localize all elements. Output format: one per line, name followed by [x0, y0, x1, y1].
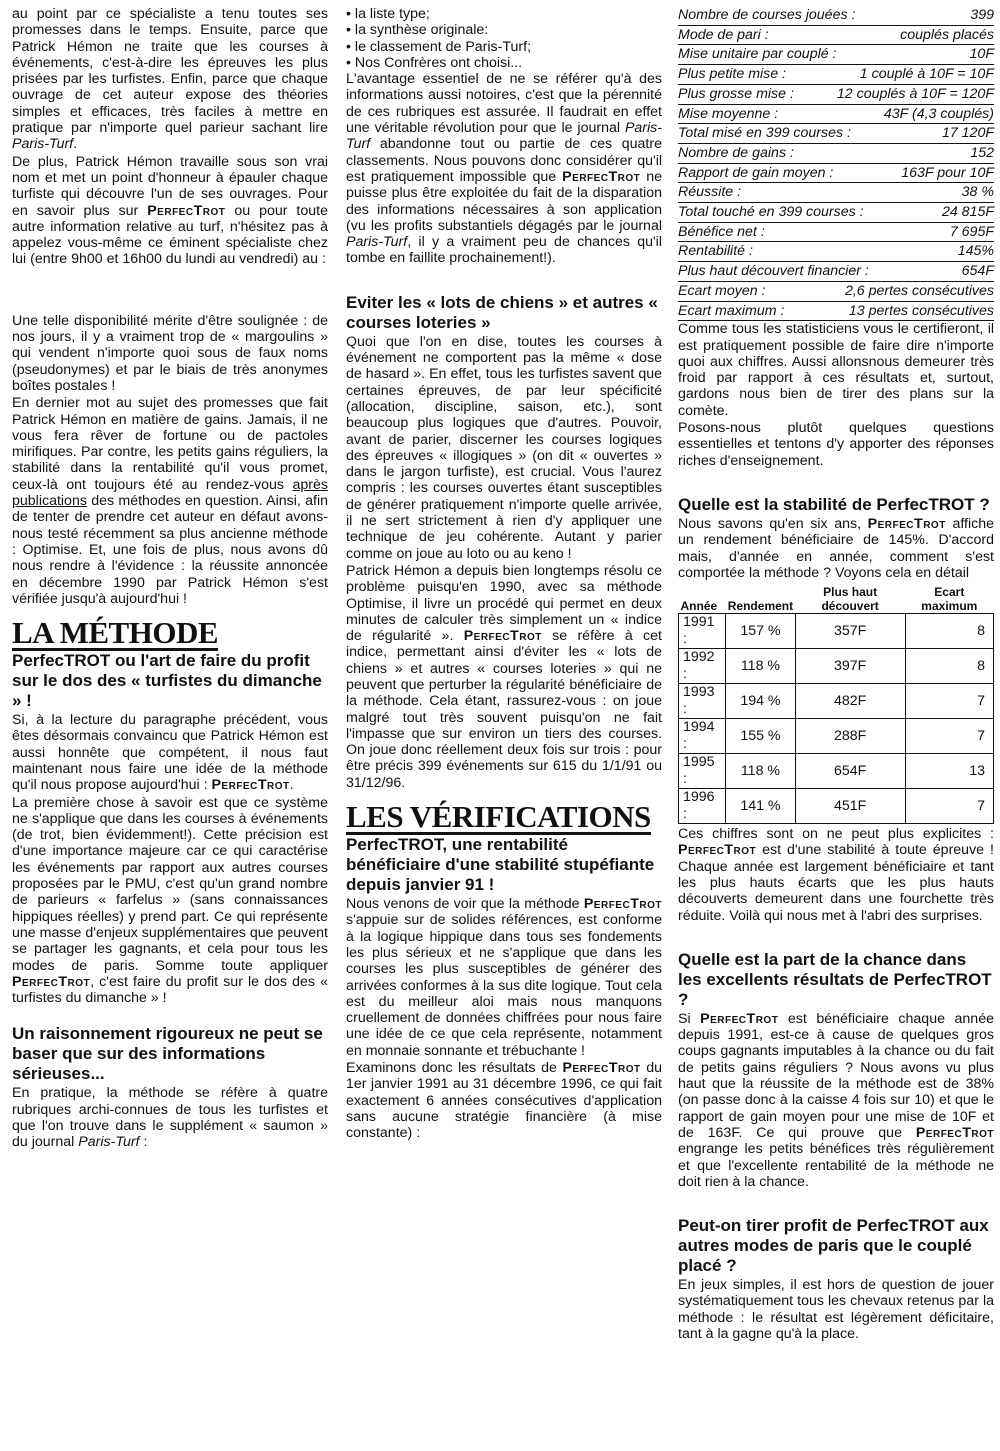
text: engrange les petits bénéfices très régulièrement et que l'excellente rentabilité de la méthode ne doit rien à la chance. — [678, 1141, 994, 1190]
table-cell: 397F — [795, 649, 905, 684]
brand-name: PerfecTrot — [463, 628, 542, 645]
brand-name: PerfecTrot — [678, 842, 757, 859]
stat-label: Total misé en 399 courses : — [678, 125, 851, 142]
newspaper-name: Paris-Turf — [12, 136, 74, 153]
paragraph: Une telle disponibilité mérite d'être soulignée : de nos jours, il y a vraiment trop de « margoulins » qui vendent n'importe quoi sous de faux noms (pseudonymes) et par le biais de très anonymes boîtes postales ! — [12, 312, 328, 394]
stat-label: Ecart moyen : — [678, 282, 766, 299]
table-row — [679, 684, 994, 719]
newspaper-name: Paris-Turf — [346, 120, 662, 153]
list-item: • la synthèse originale: — [346, 22, 662, 38]
stat-value: 2,6 pertes consécutives — [844, 282, 994, 299]
stat-label: Mise unitaire par couplé : — [678, 46, 837, 63]
text: au point par ce spécialiste a tenu toutes ses promesses dans le temps. Ensuite, parce que Patrick Hémon ne traite que les courses à événements, c'est-à-dire les épreuves les plus prisées par les turfistes. Enfin, parce que chaque ouvrage de cet auteur expose des théories simples et efficaces, très faciles à mettre en pratique par n'importe quel parieur sachant lire — [12, 6, 328, 137]
table-cell: 7 — [905, 789, 993, 824]
paragraph — [12, 712, 328, 793]
column-2 — [346, 6, 662, 1142]
stat-row — [678, 124, 994, 144]
stat-value: 1 couplé à 10F = 10F — [859, 66, 994, 83]
text: , c'est faire du profit sur le dos des « turfistes du dimanche » ! — [12, 973, 328, 1007]
brand-name: PerfecTrot — [562, 1060, 641, 1077]
stat-label: Plus petite mise : — [678, 66, 787, 83]
text: ou pour toute autre information relative au turf, n'hésitez pas à appelez vous-même ce éminent spécialiste chez lui (entre 9h00 et 16h00 du lundi au vendredi) au : — [12, 202, 328, 268]
text: En pratique, la méthode se réfère à quatre rubriques archi-connues de tous les turfistes et que l'on trouve dans le supplément « saumon » du journal — [12, 1085, 328, 1151]
stat-row — [678, 65, 994, 85]
stat-label: Bénéfice net : — [678, 223, 765, 240]
section-heading: Peut-on tirer profit de PerfecTROT aux autres modes de paris que le couplé placé ? — [678, 1216, 989, 1276]
column-header: Rendement — [727, 599, 794, 614]
stat-value: 654F — [961, 263, 994, 280]
text: des méthodes en question. Ainsi, afin de tenter de prendre cet auteur en défaut avons-nous testé récemment sa plus ancienne méthode : Optimise. Et, une fois de plus, nous avons dû nous rendre à l'évidence : la réussite annoncée en décembre 1990 par Patrick Hémon s'est vérifiée jusqu'à aujourd'hui ! — [12, 493, 328, 607]
stat-label: Plus haut découvert financier : — [678, 263, 869, 280]
table-row — [679, 789, 994, 824]
stat-row — [678, 85, 994, 105]
table-cell: 288F — [795, 719, 905, 754]
table-cell: 118 % — [726, 649, 795, 684]
text: Si — [678, 1010, 691, 1027]
text: s'appuie sur de solides références, est conforme à la logique hippique dans tous ses fondements les plus sérieux et ne s'applique que dans les courses les plus susceptibles de générer des arrivées conformes à la sus dite logique. Tout cela est du meilleur aloi mais nous manquons cruellement de données chiffrées pour nous faire une idée de ce que cela représente, notamment en monnaie sonnante et trébuchante ! — [346, 912, 662, 1059]
table-cell: 1993 : — [679, 684, 726, 719]
table-cell: 141 % — [726, 789, 795, 824]
stat-label: Plus grosse mise : — [678, 85, 794, 102]
table-cell: 482F — [795, 684, 905, 719]
stat-label: Mode de pari : — [678, 26, 769, 43]
column-1 — [12, 6, 328, 1151]
newspaper-name: Paris-Turf — [78, 1134, 140, 1151]
section-title: LES VÉRIFICATIONS — [346, 799, 651, 835]
table-cell: 8 — [905, 614, 993, 649]
table-cell: 451F — [795, 789, 905, 824]
text: abandonne tout ou partie de ces quatre classements. Nous pouvons donc considérer qu'il est pratiquement impossible que — [346, 136, 662, 185]
table-cell: 357F — [795, 614, 905, 649]
spacer — [678, 924, 994, 950]
spacer — [678, 1190, 994, 1216]
paragraph: Quoi que l'on en dise, toutes les courses à événement ne comportent pas la même « dose de hasard ». En effet, tous les turfistes savent que certaines épreuves, de par leur spécificité (allocation, discipline, saison, etc.), sont beaucoup plus logiques que d'autres. Pouvoir, avant de parier, discerner les courses logiques des épreuves « illogiques » (on dit « ouvertes » dans le jargon turfiste), est crucial. Vous l'aurez compris : les courses ouvertes étant susceptibles de générer pratiquement n'importe quelle arrivée, il ne sert strictement à rien d'y appliquer une technique de jeu cohérente. Autant y parier comme on joue au loto ou au keno ! — [346, 333, 662, 562]
spacer — [346, 267, 662, 293]
stat-row — [678, 282, 994, 302]
stats-box — [678, 6, 994, 321]
stat-row — [678, 262, 994, 282]
stat-row — [678, 302, 994, 322]
paragraph — [12, 395, 328, 607]
underlined-text: après publications — [12, 476, 328, 510]
section-subtitle: PerfecTROT ou l'art de faire du profit sur le dos des « turfistes du dimanche » ! — [12, 651, 322, 711]
paragraph — [346, 896, 662, 1059]
bullet-list — [346, 6, 662, 71]
paragraph — [678, 826, 994, 924]
paragraph: En jeux simples, il est hors de question de jouer systématiquement tous les chevaux retenus par la méthode : le résultat est légèrement déficitaire, tant à la gagne qu'à la place. — [678, 1277, 994, 1343]
section-heading: Un raisonnement rigoureux ne peut se baser que sur des informations sérieuses... — [12, 1024, 323, 1084]
section-heading: Eviter les « lots de chiens » et autres « courses loteries » — [346, 292, 658, 332]
table-cell: 654F — [795, 754, 905, 789]
stat-row — [678, 183, 994, 203]
column-3 — [678, 6, 994, 1342]
stat-value: 152 — [970, 144, 994, 161]
table-cell: 155 % — [726, 719, 795, 754]
brand-name: PerfecTrot — [12, 973, 91, 990]
spacer — [678, 469, 994, 495]
paragraph — [678, 1011, 994, 1190]
stat-row — [678, 242, 994, 262]
stat-value: 24 815F — [941, 204, 994, 221]
list-item: • Nos Confrères ont choisi... — [346, 55, 662, 71]
column-header: Plus haut découvert — [821, 585, 879, 614]
stat-label: Rentabilité : — [678, 243, 753, 260]
table-row — [679, 649, 994, 684]
stat-row — [678, 105, 994, 125]
stat-value: 10F — [969, 46, 994, 63]
paragraph — [346, 71, 662, 267]
table-cell: 1991 : — [679, 614, 726, 649]
table-cell: 7 — [905, 719, 993, 754]
paragraph: Posons-nous plutôt quelques questions essentielles et tentons d'y apporter des réponses riches d'enseignement. — [678, 420, 994, 469]
paragraph — [12, 6, 328, 153]
newspaper-name: Paris-Turf — [346, 234, 408, 251]
text: En dernier mot au sujet des promesses que fait Patrick Hémon en matière de gains. Jamais, il ne vous fera rêver de fortune ou de pactoles mirifiques. Par contre, les petits gains réguliers, la stabilité dans la rentabilité qu'il vous promet, ceux-là ont toujours été au rendez-vous — [12, 395, 328, 493]
text: se réfère à cet indice, permettant ainsi d'éviter les « lots de chiens » et autres « courses loteries » qui ne peuvent que perturber la régularité bénéficiaire de la méthode. Cela étant, rassurez-vous : on joue malgré tout très souvent puisqu'on ne fait l'impasse que sur environ un tiers des courses. On joue donc réellement deux fois sur trois : pour être précis 399 événements sur 615 du 1/1/91 ou 31/12/96. — [346, 628, 662, 791]
column-header: Ecart maximum — [921, 585, 978, 614]
table-row — [679, 614, 994, 649]
phone-gap — [12, 268, 328, 313]
list-item: • le classement de Paris-Turf; — [346, 39, 662, 55]
table-cell: 194 % — [726, 684, 795, 719]
text: Nous savons qu'en six ans, — [678, 515, 862, 532]
stat-value: 163F pour 10F — [901, 164, 994, 181]
table-cell: 1994 : — [679, 719, 726, 754]
stat-label: Ecart maximum : — [678, 302, 785, 319]
paragraph: Comme tous les statisticiens vous le certifieront, il est pratiquement possible de faire dire n'importe quoi aux chiffres. Aussi allonsnous demeurer très froid par rapport à ces résultats et, surtout, gardons nous bien de tirer des plans sur la comète. — [678, 321, 994, 419]
table-cell: 1996 : — [679, 789, 726, 824]
table-cell: 1992 : — [679, 649, 726, 684]
table-header-row — [679, 585, 994, 614]
brand-name: PerfecTrot — [147, 202, 226, 219]
paragraph — [12, 1085, 328, 1150]
brand-name: PerfecTrot — [915, 1124, 994, 1141]
text: Patrick Hémon a depuis bien longtemps résolu ce problème puisqu'en 1990, avec sa méthode Optimise, il livre un procédé qui permet en deux minutes de calculer très simplement un « indice de régularité ». — [346, 562, 662, 645]
column-header: Année — [680, 599, 718, 614]
text: Nous venons de voir que la méthode — [346, 896, 580, 913]
stat-row — [678, 144, 994, 164]
stat-row — [678, 164, 994, 184]
text: , il y a vraiment peu de chances qu'il tombe en faillite prochainement!). — [346, 234, 662, 267]
spacer — [12, 1006, 328, 1024]
paragraph — [346, 1060, 662, 1141]
brand-name: PerfecTrot — [211, 777, 290, 794]
text: . — [289, 777, 294, 794]
stat-label: Nombre de courses jouées : — [678, 7, 856, 23]
text: Si, à la lecture du paragraphe précédent, vous êtes désormais convaincu que Patrick Hémon est aussi honnête que compétent, il nous faut maintenant nous faire une idée de la méthode qu'il nous propose aujourd'hui : — [12, 712, 328, 794]
stat-row — [678, 6, 994, 26]
stat-row — [678, 203, 994, 223]
paragraph — [12, 795, 328, 1007]
stat-value: 12 couplés à 10F = 120F — [836, 85, 994, 102]
stat-label: Rapport de gain moyen : — [678, 164, 834, 181]
table-cell: 8 — [905, 649, 993, 684]
text: Examinons donc les résultats de — [346, 1060, 557, 1077]
text: est d'une stabilité à toute épreuve ! Chaque année est largement bénéficiaire et tant les plus hauts écarts que les plus hauts découverts demeurent dans une fourchette très réduite. Voilà qui nous met à l'abri des surprises. — [678, 842, 994, 924]
text: Ces chiffres sont on ne peut plus explicites : — [678, 826, 994, 843]
stat-row — [678, 45, 994, 65]
stat-row — [678, 223, 994, 243]
list-item: • la liste type; — [346, 6, 662, 22]
stat-value: 43F (4,3 couplés) — [883, 105, 994, 122]
stat-label: Total touché en 399 courses : — [678, 204, 864, 221]
text: affiche un rendement bénéficiaire de 145%. D'accord mais, d'année en année, comment s'est comportée la méthode ? Voyons cela en détail — [678, 515, 994, 581]
brand-name: PerfecTrot — [700, 1010, 779, 1027]
stat-value: 145% — [957, 243, 994, 260]
section-heading: Quelle est la part de la chance dans les excellents résultats de PerfecTROT ? — [678, 949, 992, 1009]
brand-name: PerfecTrot — [562, 168, 641, 185]
paragraph — [12, 154, 328, 268]
text: De plus, Patrick Hémon travaille sous son vrai nom et met un point d'honneur à épauler chaque turfiste qui découvre l'un de ses ouvrages. Pour en savoir plus sur — [12, 153, 328, 219]
stat-value: 38 % — [961, 184, 994, 201]
brand-name: PerfecTrot — [867, 515, 946, 532]
paragraph — [678, 516, 994, 581]
text: : — [139, 1134, 148, 1151]
yearly-table-wrapper — [678, 585, 994, 824]
table-row — [679, 754, 994, 789]
text: L'avantage essentiel de ne se référer qu'à des informations aussi notoires, c'est que la pérennité de ces rubriques est assurée. Il faudrait en effet une véritable révolution pour que le journal — [346, 71, 662, 137]
stat-value: 7 695F — [949, 223, 994, 240]
stat-value: 17 120F — [941, 125, 994, 142]
stat-label: Réussite : — [678, 184, 742, 201]
text: . — [73, 136, 78, 153]
paragraph — [346, 563, 662, 791]
table-cell: 7 — [905, 684, 993, 719]
stat-value: 399 — [970, 7, 994, 23]
stat-label: Mise moyenne : — [678, 105, 779, 122]
table-cell: 1995 : — [679, 754, 726, 789]
table-cell: 157 % — [726, 614, 795, 649]
stat-row — [678, 26, 994, 46]
stat-label: Nombre de gains : — [678, 144, 794, 161]
table-row — [679, 719, 994, 754]
text: La première chose à savoir est que ce système ne s'applique que dans les courses à événements (de trot, bien évidemment!). Cette précision est d'une importance majeure car ce qui caractérise les événements par rapport aux autres courses proposées par le PMU, c'est qu'un grand nombre de parieurs « farfelus » (sans connaissances hippiques réelles) y prend part. Ce qui représente une masse d'enjeux supplémentaires que peuvent se partager les gagnants, et cela pour tous les modes de paris. Somme toute appliquer — [12, 794, 328, 974]
table-cell: 13 — [905, 754, 993, 789]
yearly-results-table — [678, 585, 994, 824]
section-subtitle: PerfecTROT, une rentabilité bénéficiaire d'une stabilité stupéfiante depuis janvier 91 ! — [346, 835, 655, 895]
stat-value: 13 pertes consécutives — [848, 302, 994, 319]
text: est bénéficiaire chaque année depuis 1991, est-ce à cause de quelques gros coups gagnants imputables à la chance ou du fait de petits gains réguliers ? Nous avons vu plus haut que la réussite de la méthode est de 38% (on passe donc à la caisse 4 fois sur 10) et que le rapport de gain moyen pour une mise de 10F et de 163F. Ce qui prouve que — [678, 1010, 994, 1141]
section-title: LA MÉTHODE — [12, 615, 219, 651]
text: du 1er janvier 1991 au 31 décembre 1996, ce qui fait exactement 6 années consécutives d'application sans aucune stratégie financière (à mise constante) : — [346, 1060, 662, 1142]
stat-value: couplés placés — [900, 26, 994, 43]
text: ne puisse plus être exploitée du fait de la disparation des informations nécessaires à son application (vu les profits substantiels dégagés par le journal — [346, 168, 662, 234]
section-heading: Quelle est la stabilité de PerfecTROT ? — [678, 494, 990, 514]
brand-name: PerfecTrot — [583, 896, 662, 913]
table-cell: 118 % — [726, 754, 795, 789]
